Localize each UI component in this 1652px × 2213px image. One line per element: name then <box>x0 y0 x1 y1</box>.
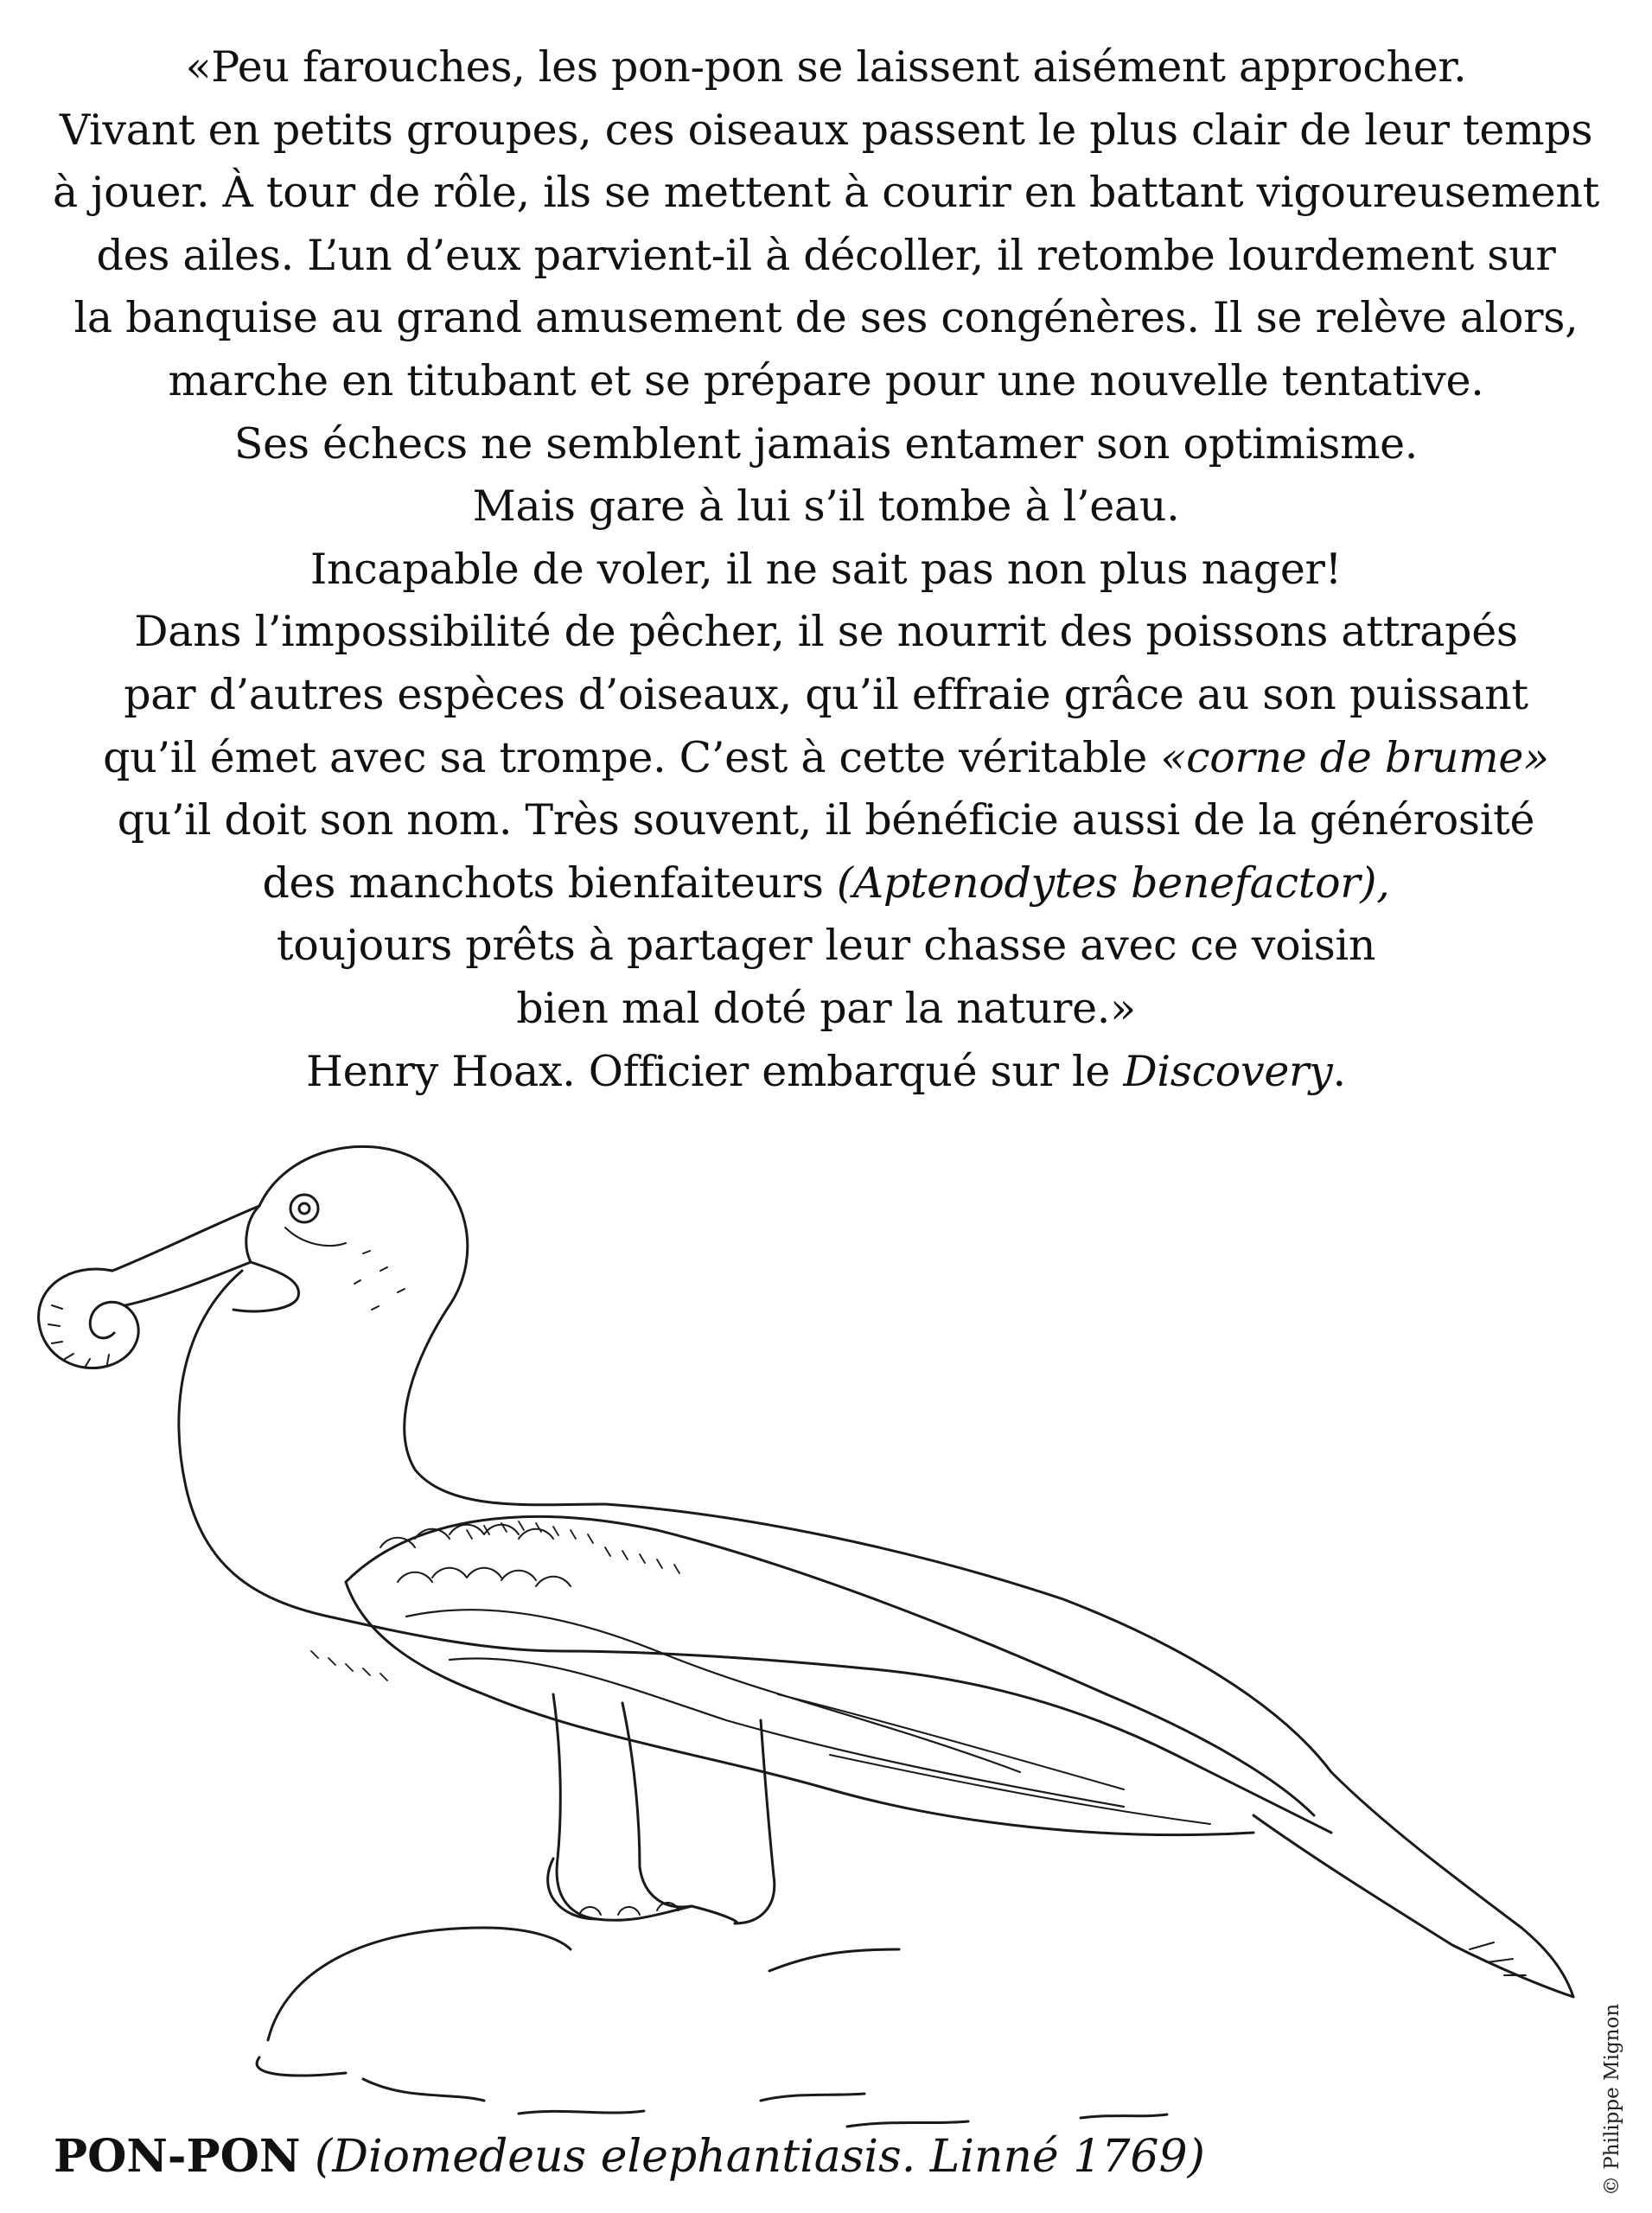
quote-line <box>0 852 1652 915</box>
attribution-line <box>0 1041 1652 1104</box>
quote-line: toujours prêts à partager leur chasse avec ce voisin <box>276 921 1376 971</box>
bird-illustration <box>0 1098 1652 2178</box>
quote-line: Mais gare à lui s’il tombe à l’eau. <box>472 482 1180 532</box>
quote-text-segment: . <box>1332 1046 1346 1096</box>
bird-body <box>179 1271 1573 1997</box>
bird-wing <box>346 1516 1314 1834</box>
quote-text-segment: Henry Hoax. Officier embarqué sur le <box>306 1046 1124 1096</box>
bird-head <box>246 1146 605 1504</box>
quote-line: qu’il doit son nom. Très souvent, il bénéficie aussi de la générosité <box>117 795 1535 845</box>
species-caption <box>54 2127 1205 2187</box>
quote-line: à jouer. À tour de rôle, ils se mettent à courir en battant vigoureusement <box>52 168 1599 218</box>
quote-line: marche en titubant et se prépare pour une nouvelle tentative. <box>168 355 1484 405</box>
quote-line <box>0 727 1652 790</box>
ship-name: Discovery <box>1123 1046 1333 1096</box>
ice-floe <box>257 1928 1167 2127</box>
quote-line: Ses échecs ne semblent jamais entamer son optimisme. <box>233 418 1419 469</box>
quote-line: Vivant en petits groupes, ces oiseaux passent le plus clair de leur temps <box>59 105 1593 155</box>
quote-text-segment: des manchots bienfaiteurs <box>262 858 837 908</box>
quote-line: Incapable de voler, il ne sait pas non plus nager! <box>309 544 1343 594</box>
species-name: PON-PON <box>54 2130 301 2183</box>
copyright-notice: © Philippe Mignon <box>1601 2003 1623 2196</box>
quote-line: la banquise au grand amusement de ses congénères. Il se relève alors, <box>73 293 1579 343</box>
quote-text <box>0 36 1652 1103</box>
species-latin-name: (Diomedeus elephantiasis. Linné 1769) <box>314 2131 1205 2183</box>
quote-line: des ailes. L’un d’eux parvient-il à décoller, il retombe lourdement sur <box>96 230 1556 280</box>
quote-text-segment: qu’il émet avec sa trompe. C’est à cette véritable <box>103 732 1161 782</box>
quote-line: «Peu farouches, les pon-pon se laissent aisément approcher. <box>185 42 1467 92</box>
quote-italic-segment: «corne de brume» <box>1160 732 1549 782</box>
quote-line: bien mal doté par la nature.» <box>516 983 1136 1033</box>
quote-italic-segment: (Aptenodytes benefactor), <box>836 858 1390 908</box>
bird-trunk <box>39 1206 299 1368</box>
quote-line: Dans l’impossibilité de pêcher, il se nourrit des poissons attrapés <box>134 607 1518 657</box>
quote-line: par d’autres espèces d’oiseaux, qu’il effraie grâce au son puissant <box>124 669 1528 719</box>
body-feathers <box>311 1521 679 1680</box>
